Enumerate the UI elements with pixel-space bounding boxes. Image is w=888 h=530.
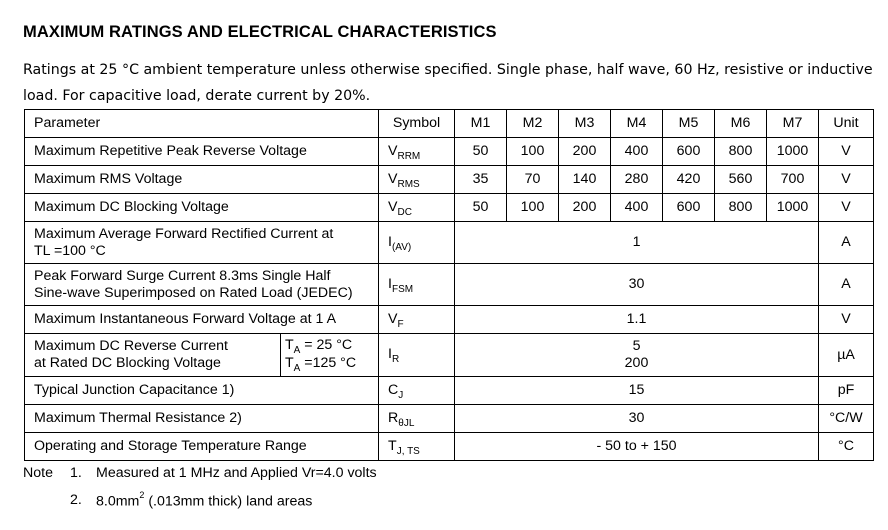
value-cell: 100 — [507, 138, 559, 166]
row-vf — [25, 306, 874, 334]
value-cell: 30 — [455, 405, 819, 433]
symbol-cell: $R_{\theta JL}$ — [379, 405, 455, 433]
header-parameter: Parameter — [25, 110, 379, 138]
unit-cell: A — [819, 264, 874, 306]
value-cell: 50 — [455, 194, 507, 222]
unit-cell: µA — [819, 334, 874, 377]
unit-cell: V — [819, 306, 874, 334]
row-vdc — [25, 194, 874, 222]
header-model-m4: M4 — [611, 110, 663, 138]
unit-cell: °C/W — [819, 405, 874, 433]
unit-cell: °C — [819, 433, 874, 461]
row-cj — [25, 377, 874, 405]
unit-cell: A — [819, 222, 874, 264]
value-cell: - 50 to + 150 — [455, 433, 819, 461]
symbol-cell: $T_{J, TS}$ — [379, 433, 455, 461]
value-cell: 800 — [715, 194, 767, 222]
header-model-m2: M2 — [507, 110, 559, 138]
value-cell: 420 — [663, 166, 715, 194]
header-model-m3: M3 — [559, 110, 611, 138]
symbol-cell: $V_{RMS}$ — [379, 166, 455, 194]
parameter-cell: Maximum Repetitive Peak Reverse Voltage — [25, 138, 379, 166]
value-cell: 560 — [715, 166, 767, 194]
note-1 — [23, 465, 377, 481]
value-cell: 280 — [611, 166, 663, 194]
value-cell: 600 — [663, 138, 715, 166]
note-2-text: $8.0mm^2$ (.013mm thick) land areas — [96, 490, 313, 510]
note-1-text: Measured at 1 MHz and Applied Vr=4.0 volts — [96, 465, 377, 481]
unit-cell: V — [819, 166, 874, 194]
value-cell: 50 — [455, 138, 507, 166]
value-cell: 5 200 — [455, 334, 819, 377]
symbol-cell: $V_{DC}$ — [379, 194, 455, 222]
parameter-cell: Typical Junction Capacitance 1) — [25, 377, 379, 405]
value-cell: 1 — [455, 222, 819, 264]
header-model-m7: M7 — [767, 110, 819, 138]
row-iav — [25, 222, 874, 264]
symbol-cell: $I_R$ — [379, 334, 455, 377]
header-symbol: Symbol — [379, 110, 455, 138]
symbol-cell: $I_{FSM}$ — [379, 264, 455, 306]
parameter-cell: Maximum Thermal Resistance 2) — [25, 405, 379, 433]
unit-cell: pF — [819, 377, 874, 405]
table-header-row — [25, 110, 874, 138]
ratings-intro-text: Ratings at 25 °C ambient temperature unless otherwise specified. Single phase, half wave, 60 Hz, resistive or inductive load. For capacitive load, derate current by 20%. — [23, 62, 873, 104]
ratings-table — [24, 109, 874, 461]
value-cell: 30 — [455, 264, 819, 306]
unit-cell: V — [819, 194, 874, 222]
value-cell: 400 — [611, 138, 663, 166]
value-cell: 70 — [507, 166, 559, 194]
parameter-cell: Peak Forward Surge Current 8.3ms Single Half Sine-wave Superimposed on Rated Load (JEDEC) — [25, 264, 379, 306]
parameter-cell: Operating and Storage Temperature Range — [25, 433, 379, 461]
row-tj — [25, 433, 874, 461]
value-cell: 700 — [767, 166, 819, 194]
header-unit: Unit — [819, 110, 874, 138]
row-vrrm — [25, 138, 874, 166]
row-rth — [25, 405, 874, 433]
value-cell: 400 — [611, 194, 663, 222]
value-cell: 600 — [663, 194, 715, 222]
symbol-cell: $V_{RRM}$ — [379, 138, 455, 166]
unit-cell: V — [819, 138, 874, 166]
value-cell: 800 — [715, 138, 767, 166]
symbol-cell: $I_{(AV)}$ — [379, 222, 455, 264]
value-cell: 140 — [559, 166, 611, 194]
header-model-m1: M1 — [455, 110, 507, 138]
row-ir — [25, 334, 874, 377]
value-cell: 35 — [455, 166, 507, 194]
parameter-cell: Maximum Average Forward Rectified Current at TL =100 °C — [25, 222, 379, 264]
symbol-cell: $V_F$ — [379, 306, 455, 334]
note-label: Note — [23, 465, 53, 481]
parameter-cell: Maximum RMS Voltage — [25, 166, 379, 194]
value-cell: 200 — [559, 138, 611, 166]
value-cell: 1.1 — [455, 306, 819, 334]
value-cell: 200 — [559, 194, 611, 222]
parameter-cell: Maximum DC Reverse Current at Rated DC Blocking Voltage — [25, 334, 281, 377]
value-cell: 15 — [455, 377, 819, 405]
header-model-m5: M5 — [663, 110, 715, 138]
value-cell: 1000 — [767, 138, 819, 166]
parameter-cell: Maximum Instantaneous Forward Voltage at 1 A — [25, 306, 379, 334]
note-1-number: 1. — [70, 465, 82, 481]
value-cell: 1000 — [767, 194, 819, 222]
row-ifsm — [25, 264, 874, 306]
row-vrms — [25, 166, 874, 194]
note-2-number: 2. — [70, 492, 82, 508]
section-title: MAXIMUM RATINGS AND ELECTRICAL CHARACTERISTICS — [23, 23, 497, 41]
header-model-m6: M6 — [715, 110, 767, 138]
symbol-cell: $C_J$ — [379, 377, 455, 405]
value-cell: 100 — [507, 194, 559, 222]
parameter-cell: Maximum DC Blocking Voltage — [25, 194, 379, 222]
condition-cell: $T_A = 25$ °C $T_A =125$ °C — [281, 334, 379, 377]
